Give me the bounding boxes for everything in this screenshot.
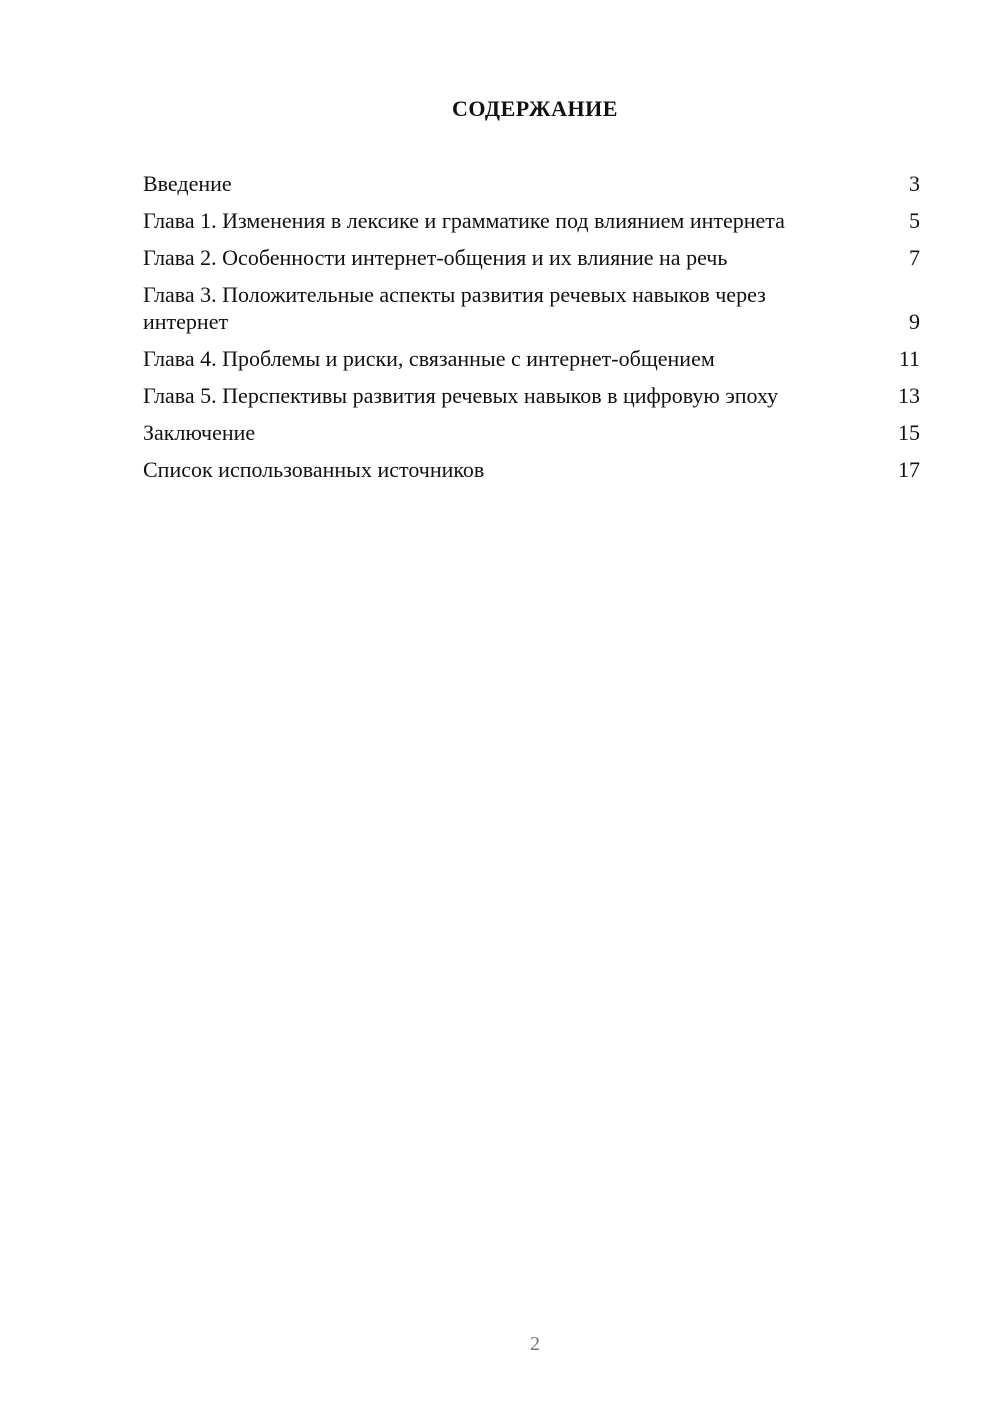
page-title: СОДЕРЖАНИЕ: [452, 96, 618, 121]
toc-entry-text: Список использованных источников: [143, 457, 485, 482]
toc-entry-text: Заключение: [143, 420, 256, 445]
toc-entry-text: Глава 3. Положительные аспекты развития речевых навыков через интернет: [143, 282, 766, 334]
toc-entry-page: 15: [898, 420, 920, 445]
toc-entry-conclusion: [143, 419, 920, 446]
toc-entry-text: Введение: [143, 171, 232, 196]
toc-entry-references: [143, 456, 920, 483]
toc-entry-text: Глава 5. Перспективы развития речевых навыков в цифровую эпоху: [143, 383, 779, 408]
toc-entry-chapter-2: [143, 244, 920, 271]
toc-entry-page: 17: [898, 457, 920, 482]
toc-entry-introduction: [143, 170, 920, 197]
toc-entry-chapter-4: [143, 345, 920, 372]
page-number: 2: [530, 1333, 540, 1355]
toc-entry-chapter-1: [143, 207, 920, 234]
toc-entry-page: 7: [909, 245, 920, 270]
table-of-contents: [143, 170, 920, 493]
toc-entry-page: 9: [909, 309, 920, 334]
toc-entry-text: Глава 2. Особенности интернет-общения и их влияние на речь: [143, 245, 728, 270]
toc-entry-page: 3: [909, 171, 920, 196]
toc-entry-page: 5: [909, 208, 920, 233]
toc-entry-page: 11: [898, 346, 920, 371]
toc-entry-page: 13: [898, 383, 920, 408]
toc-entry-text: Глава 1. Изменения в лексике и грамматике под влиянием интернета: [143, 208, 785, 233]
toc-entry-chapter-5: [143, 382, 920, 409]
toc-entry-chapter-3: [143, 281, 920, 335]
toc-entry-text: Глава 4. Проблемы и риски, связанные с интернет-общением: [143, 346, 715, 371]
